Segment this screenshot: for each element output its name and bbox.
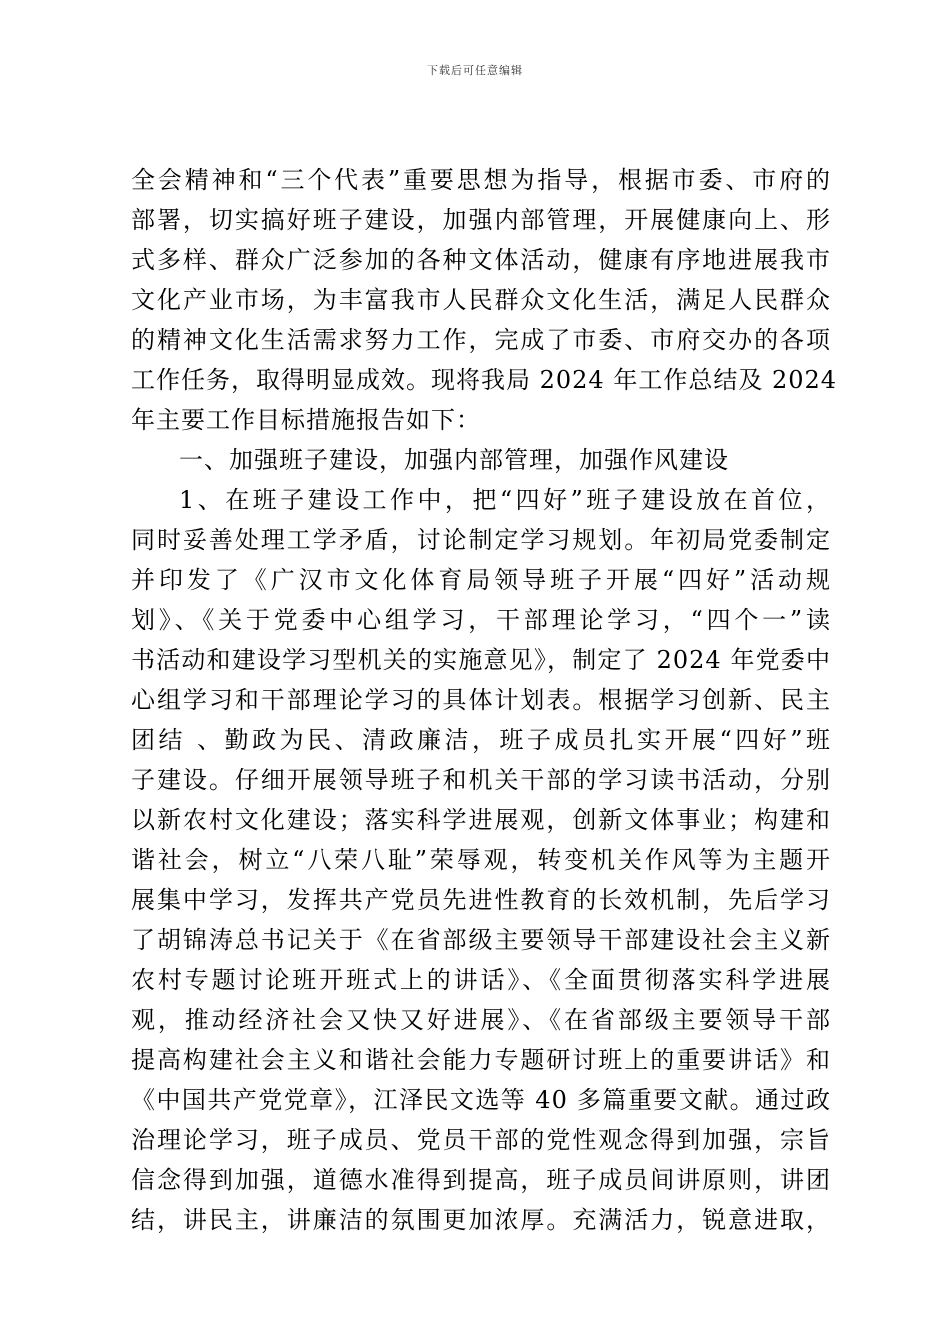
text-line: 观，推动经济社会又快又好进展》、《在省部级主要领导干部 bbox=[131, 1006, 831, 1034]
text-line: 团结 、勤政为民、清政廉洁，班子成员扎实开展“四好”班 bbox=[131, 726, 831, 754]
section-heading: 一、加强班子建设，加强内部管理，加强作风建设 bbox=[179, 446, 729, 474]
text-line: 工作任务，取得明显成效。现将我局 2024 年工作总结及 2024 bbox=[131, 366, 838, 394]
text-line: 以新农村文化建设；落实科学进展观，创新文体事业；构建和 bbox=[131, 806, 831, 834]
text-line: 年主要工作目标措施报告如下： bbox=[131, 406, 481, 434]
text-line: 结，讲民主，讲廉洁的氛围更加浓厚。充满活力，锐意进取， bbox=[131, 1206, 831, 1234]
text-line: 信念得到加强，道德水准得到提高，班子成员间讲原则，讲团 bbox=[131, 1166, 831, 1194]
text-line: 书活动和建设学习型机关的实施意见》，制定了 2024 年党委中 bbox=[131, 646, 831, 674]
text-line: 并印发了《广汉市文化体育局领导班子开展“四好”活动规 bbox=[131, 566, 831, 594]
text-line: 《中国共产党党章》，江泽民文选等 40 多篇重要文献。通过政 bbox=[131, 1086, 831, 1114]
document-body bbox=[131, 160, 838, 1240]
text-line: 提高构建社会主义和谐社会能力专题研讨班上的重要讲话》和 bbox=[131, 1046, 831, 1074]
text-line: 心组学习和干部理论学习的具体计划表。根据学习创新、民主 bbox=[131, 686, 831, 714]
text-line: 谐社会，树立“八荣八耻”荣辱观，转变机关作风等为主题开 bbox=[131, 846, 831, 874]
text-line: 了胡锦涛总书记关于《在省部级主要领导干部建设社会主义新 bbox=[131, 926, 831, 954]
text-line: 1、在班子建设工作中，把“四好”班子建设放在首位， bbox=[179, 486, 831, 514]
text-line: 农村专题讨论班开班式上的讲话》、《全面贯彻落实科学进展 bbox=[131, 966, 831, 994]
page-header-note: 下载后可任意编辑 bbox=[427, 64, 523, 77]
text-line: 同时妥善处理工学矛盾，讨论制定学习规划。年初局党委制定 bbox=[131, 526, 831, 554]
text-line: 子建设。仔细开展领导班子和机关干部的学习读书活动，分别 bbox=[131, 766, 831, 794]
text-line: 展集中学习，发挥共产党员先进性教育的长效机制，先后学习 bbox=[131, 886, 831, 914]
text-line: 治理论学习，班子成员、党员干部的党性观念得到加强，宗旨 bbox=[131, 1126, 831, 1154]
text-line: 部署，切实搞好班子建设，加强内部管理，开展健康向上、形 bbox=[131, 206, 831, 234]
text-line: 文化产业市场，为丰富我市人民群众文化生活，满足人民群众 bbox=[131, 286, 831, 314]
text-line: 的精神文化生活需求努力工作，完成了市委、市府交办的各项 bbox=[131, 326, 831, 354]
text-line: 划》、《关于党委中心组学习，干部理论学习，“四个一”读 bbox=[131, 606, 831, 634]
text-line: 全会精神和“三个代表”重要思想为指导，根据市委、市府的 bbox=[131, 166, 831, 194]
text-line: 式多样、群众广泛参加的各种文体活动，健康有序地进展我市 bbox=[131, 246, 831, 274]
